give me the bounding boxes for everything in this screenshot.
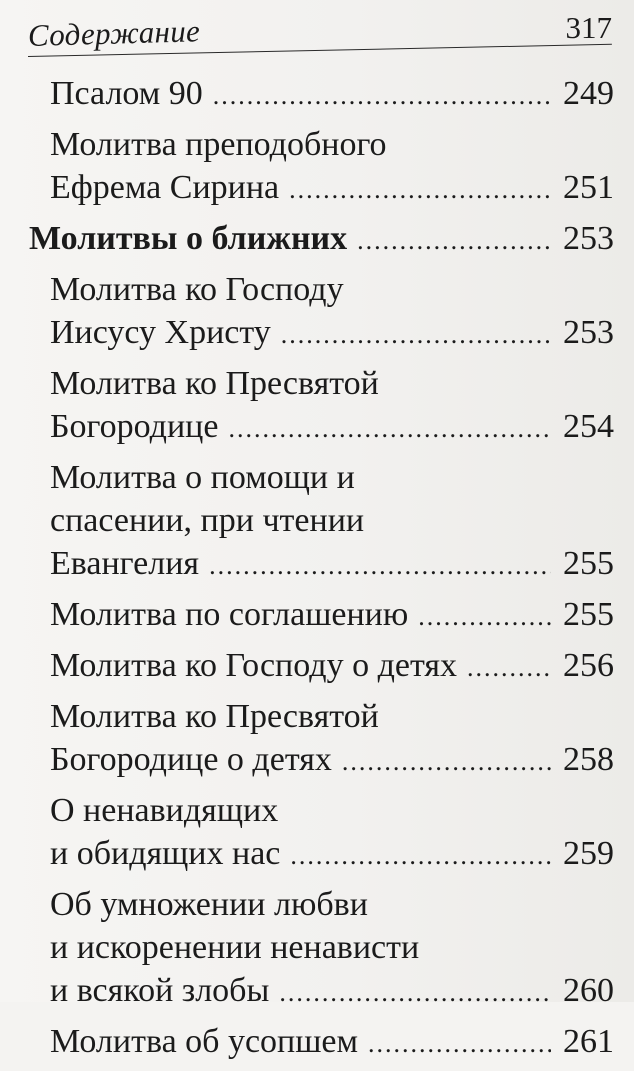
- toc-entry-title: Молитва преподобного: [50, 126, 387, 163]
- dot-leader: [213, 74, 551, 117]
- page-header: [28, 6, 612, 58]
- toc-page-number: 259: [563, 835, 614, 872]
- dot-leader: [418, 595, 551, 638]
- toc-entry: [0, 593, 634, 638]
- toc-line: [0, 311, 634, 356]
- toc-entry-title: и обидящих нас: [50, 835, 281, 872]
- dot-leader: [228, 407, 551, 450]
- toc-entry-title: и искоренении ненависти: [50, 929, 420, 966]
- toc-line: [0, 217, 634, 262]
- toc-line: [0, 123, 634, 166]
- toc-line: [0, 738, 634, 783]
- toc-line: [0, 542, 634, 587]
- toc-entry-title: Евангелия: [50, 545, 200, 582]
- toc-line: [0, 644, 634, 689]
- toc-line: [0, 405, 634, 450]
- toc-page-number: 249: [563, 75, 614, 112]
- toc-entry-title: Молитва ко Господу о детях: [50, 647, 458, 684]
- dot-leader: [289, 168, 551, 211]
- toc-line: [0, 456, 634, 499]
- toc-entry: [0, 456, 634, 587]
- toc-entry-title: спасении, при чтении: [50, 502, 365, 539]
- toc-line: [0, 695, 634, 738]
- toc-line: [0, 593, 634, 638]
- dot-leader: [290, 834, 551, 877]
- toc-entry-title: Об умножении любви: [50, 886, 368, 923]
- toc-line: [0, 969, 634, 1014]
- toc-page-number: 255: [563, 596, 614, 633]
- dot-leader: [281, 313, 551, 356]
- toc-entry-title: Богородице: [50, 408, 219, 445]
- dot-leader: [467, 646, 551, 689]
- toc-entry-title: Молитва ко Господу: [50, 271, 344, 308]
- toc-entry: [0, 123, 634, 211]
- toc-entry-title: Иисусу Христу: [50, 314, 271, 351]
- toc-line: [0, 1020, 634, 1065]
- toc-entry-title: Молитвы о ближних: [29, 220, 348, 257]
- dot-leader: [209, 544, 551, 587]
- toc-line: [0, 499, 634, 542]
- toc-entry: [0, 72, 634, 117]
- toc-section-heading: [0, 217, 634, 262]
- toc-entry: [0, 789, 634, 877]
- toc-entry-title: О ненавидящих: [50, 792, 279, 829]
- toc-entry-title: Молитва об усопшем: [50, 1023, 359, 1060]
- running-title: Содержание: [27, 13, 201, 53]
- toc-page-number: 254: [563, 408, 614, 445]
- toc-line: [0, 789, 634, 832]
- toc-line: [0, 926, 634, 969]
- toc-entry-title: Псалом 90: [50, 75, 203, 112]
- toc-page-number: 255: [563, 545, 614, 582]
- toc-entry-title: Молитва ко Пресвятой: [50, 698, 379, 735]
- dot-leader: [368, 1022, 551, 1065]
- toc-entry-title: Ефрема Сирина: [50, 169, 280, 206]
- toc-page-number: 253: [563, 314, 614, 351]
- toc-entry-title: и всякой злобы: [50, 972, 270, 1009]
- table-of-contents: [0, 72, 634, 1071]
- toc-page-number: 258: [563, 741, 614, 778]
- toc-entry: [0, 695, 634, 783]
- toc-entry: [0, 644, 634, 689]
- toc-line: [0, 883, 634, 926]
- toc-line: [0, 362, 634, 405]
- dot-leader: [279, 971, 551, 1014]
- toc-entry-title: Молитва о помощи и: [50, 459, 355, 496]
- toc-entry: [0, 268, 634, 356]
- toc-entry-title: Молитва ко Пресвятой: [50, 365, 379, 402]
- toc-page-number: 261: [563, 1023, 614, 1060]
- toc-entry-title: Богородице о детях: [50, 741, 332, 778]
- dot-leader: [357, 219, 551, 262]
- toc-entry: [0, 362, 634, 450]
- toc-line: [0, 832, 634, 877]
- toc-entry-title: Молитва по соглашению: [50, 596, 409, 633]
- toc-line: [0, 72, 634, 117]
- toc-entry: [0, 1020, 634, 1065]
- toc-page-number: 253: [563, 220, 614, 257]
- toc-line: [0, 166, 634, 211]
- dot-leader: [342, 740, 551, 783]
- toc-page-number: 251: [563, 169, 614, 206]
- toc-entry: [0, 883, 634, 1014]
- toc-line: [0, 268, 634, 311]
- page-number: 317: [565, 10, 612, 45]
- toc-page-number: 260: [563, 972, 614, 1009]
- toc-page-number: 256: [563, 647, 614, 684]
